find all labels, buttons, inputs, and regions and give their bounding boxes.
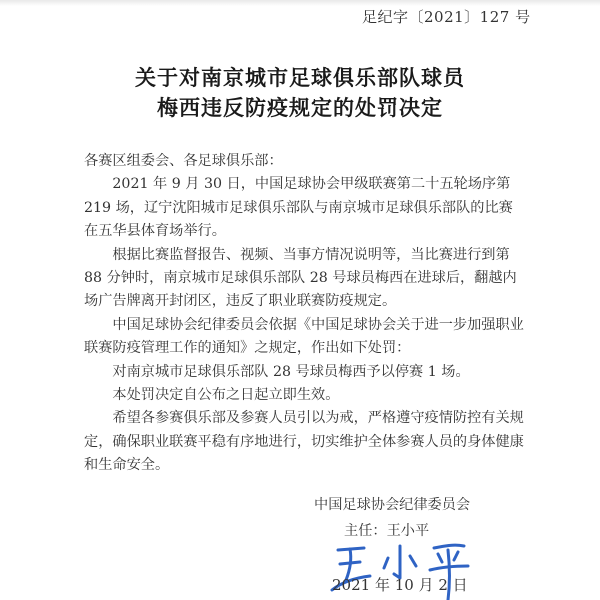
paragraph-effective: 本处罚决定自公布之日起立即生效。 <box>112 387 340 404</box>
paragraph-basis: 中国足球协会纪律委员会依据《中国足球协会关于进一步加强职业联赛防疫管理工作的通知》之规定，作出如下处罚： <box>84 316 524 357</box>
signature-organization: 中国足球协会纪律委员会 <box>314 497 471 513</box>
document-title-line-2: 梅西违反防疫规定的处罚决定 <box>157 95 443 120</box>
paragraph-violation: 根据比赛监督报告、视频、当事方情况说明等，当比赛进行到第 88 分钟时，南京城市足球俱乐部队 28 号球员梅西在进球后，翻越内场广告牌离开封闭区，违反了职业联赛防疫规定。 <box>84 246 517 310</box>
document-date: 2021 年 10 月 2 日 <box>332 576 468 594</box>
document-number: 足纪字〔2021〕127 号 <box>362 8 531 26</box>
document-body <box>84 150 524 478</box>
paragraph-warning: 希望各参赛俱乐部及参赛人员引以为戒，严格遵守疫情防控有关规定，确保职业联赛平稳有序地进行，切实维护全体参赛人员的身体健康和生命安全。 <box>84 410 524 474</box>
paragraph-match-info: 2021 年 9 月 30 日，中国足球协会甲级联赛第二十五轮场序第 219 场，辽宁沈阳城市足球俱乐部队与南京城市足球俱乐部队的比赛在五华县体育场举行。 <box>84 176 513 240</box>
salutation: 各赛区组委会、各足球俱乐部： <box>84 153 283 169</box>
signature-chair: 主任：王小平 <box>344 523 430 539</box>
document-title-line-1: 关于对南京城市足球俱乐部队球员 <box>135 65 465 90</box>
paragraph-penalty: 对南京城市足球俱乐部队 28 号球员梅西予以停赛 1 场。 <box>112 363 470 380</box>
